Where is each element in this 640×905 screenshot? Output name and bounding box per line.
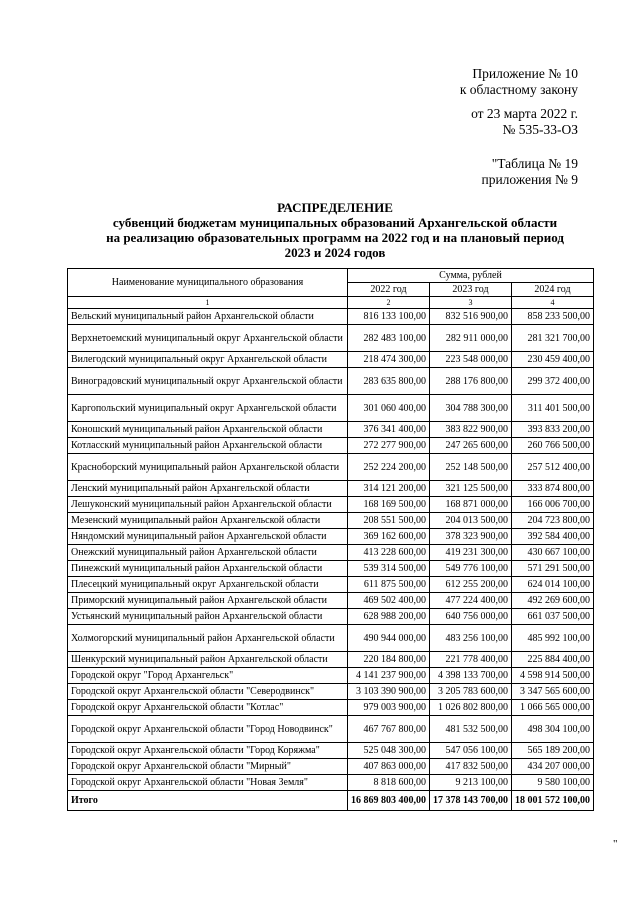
column-header-year: 2024 год bbox=[512, 283, 594, 297]
amount-2023: 221 778 400,00 bbox=[430, 652, 512, 668]
amount-2023: 223 548 000,00 bbox=[430, 352, 512, 368]
amount-2024: 1 066 565 000,00 bbox=[512, 700, 594, 716]
column-index: 3 bbox=[430, 297, 512, 309]
municipality-name: Городской округ Архангельской области "Город Коряжма" bbox=[68, 743, 348, 759]
amount-2023: 1 026 802 800,00 bbox=[430, 700, 512, 716]
amount-2024: 257 512 400,00 bbox=[512, 454, 594, 481]
table-row bbox=[68, 545, 594, 561]
appendix-number: Приложение № 10 bbox=[472, 66, 578, 81]
appendix-law: к областному закону bbox=[459, 82, 578, 97]
amount-2022: 282 483 100,00 bbox=[348, 325, 430, 352]
amount-2024: 4 598 914 500,00 bbox=[512, 668, 594, 684]
total-2022: 16 869 803 400,00 bbox=[348, 791, 430, 811]
amount-2024: 311 401 500,00 bbox=[512, 395, 594, 422]
amount-2023: 612 255 200,00 bbox=[430, 577, 512, 593]
total-2024: 18 001 572 100,00 bbox=[512, 791, 594, 811]
amount-2022: 369 162 600,00 bbox=[348, 529, 430, 545]
amount-2024: 858 233 500,00 bbox=[512, 309, 594, 325]
appendix-law-number: № 535-33-ОЗ bbox=[502, 122, 578, 137]
table-row bbox=[68, 325, 594, 352]
municipality-name: Городской округ Архангельской области "Новая Земля" bbox=[68, 775, 348, 791]
amount-2022: 525 048 300,00 bbox=[348, 743, 430, 759]
amount-2023: 247 265 600,00 bbox=[430, 438, 512, 454]
amount-2023: 304 788 300,00 bbox=[430, 395, 512, 422]
amount-2024: 498 304 100,00 bbox=[512, 716, 594, 743]
table-row bbox=[68, 593, 594, 609]
heading-line-2: субвенций бюджетам муниципальных образований Архангельской области bbox=[112, 215, 558, 230]
municipality-name: Верхнетоемский муниципальный округ Архангельской области bbox=[68, 325, 348, 352]
amount-2023: 252 148 500,00 bbox=[430, 454, 512, 481]
amount-2022: 979 003 900,00 bbox=[348, 700, 430, 716]
amount-2024: 393 833 200,00 bbox=[512, 422, 594, 438]
amount-2023: 321 125 500,00 bbox=[430, 481, 512, 497]
municipality-name: Городской округ Архангельской области "Мирный" bbox=[68, 759, 348, 775]
amount-2024: 260 766 500,00 bbox=[512, 438, 594, 454]
table-row bbox=[68, 668, 594, 684]
amount-2023: 9 213 100,00 bbox=[430, 775, 512, 791]
total-row bbox=[68, 791, 594, 811]
table-row bbox=[68, 395, 594, 422]
amount-2024: 571 291 500,00 bbox=[512, 561, 594, 577]
document-heading bbox=[60, 200, 610, 260]
total-label: Итого bbox=[68, 791, 348, 811]
municipality-name: Городской округ "Город Архангельск" bbox=[68, 668, 348, 684]
column-index: 1 bbox=[68, 297, 348, 309]
municipality-name: Городской округ Архангельской области "Северодвинск" bbox=[68, 684, 348, 700]
amount-2024: 166 006 700,00 bbox=[512, 497, 594, 513]
amount-2023: 383 822 900,00 bbox=[430, 422, 512, 438]
table-row bbox=[68, 775, 594, 791]
table-row bbox=[68, 577, 594, 593]
amount-2024: 624 014 100,00 bbox=[512, 577, 594, 593]
column-header-sum: Сумма, рублей bbox=[348, 269, 594, 283]
amount-2023: 547 056 100,00 bbox=[430, 743, 512, 759]
amount-2022: 314 121 200,00 bbox=[348, 481, 430, 497]
amount-2024: 9 580 100,00 bbox=[512, 775, 594, 791]
amount-2024: 485 992 100,00 bbox=[512, 625, 594, 652]
municipality-name: Городской округ Архангельской области "Котлас" bbox=[68, 700, 348, 716]
closing-quote: " bbox=[613, 838, 618, 850]
amount-2023: 282 911 000,00 bbox=[430, 325, 512, 352]
amount-2024: 434 207 000,00 bbox=[512, 759, 594, 775]
table-row bbox=[68, 743, 594, 759]
amount-2024: 3 347 565 600,00 bbox=[512, 684, 594, 700]
table-row bbox=[68, 497, 594, 513]
amount-2023: 419 231 300,00 bbox=[430, 545, 512, 561]
table-row bbox=[68, 625, 594, 652]
table-row bbox=[68, 684, 594, 700]
table-row bbox=[68, 759, 594, 775]
amount-2024: 661 037 500,00 bbox=[512, 609, 594, 625]
amount-2022: 218 474 300,00 bbox=[348, 352, 430, 368]
municipality-name: Вельский муниципальный район Архангельской области bbox=[68, 309, 348, 325]
municipality-name: Виноградовский муниципальный округ Архангельской области bbox=[68, 368, 348, 395]
amount-2022: 283 635 800,00 bbox=[348, 368, 430, 395]
amount-2024: 565 189 200,00 bbox=[512, 743, 594, 759]
heading-line-3: на реализацию образовательных программ на 2022 год и на плановый период bbox=[106, 230, 564, 245]
municipality-name: Котласский муниципальный район Архангельской области bbox=[68, 438, 348, 454]
municipality-name: Онежский муниципальный район Архангельской области bbox=[68, 545, 348, 561]
amount-2022: 469 502 400,00 bbox=[348, 593, 430, 609]
column-index: 4 bbox=[512, 297, 594, 309]
heading-title: РАСПРЕДЕЛЕНИЕ bbox=[277, 200, 393, 215]
table-row bbox=[68, 652, 594, 668]
municipality-name: Плесецкий муниципальный округ Архангельской области bbox=[68, 577, 348, 593]
amount-2023: 3 205 783 600,00 bbox=[430, 684, 512, 700]
amount-2024: 225 884 400,00 bbox=[512, 652, 594, 668]
table-row bbox=[68, 309, 594, 325]
table-row bbox=[68, 422, 594, 438]
amount-2023: 832 516 900,00 bbox=[430, 309, 512, 325]
amount-2022: 413 228 600,00 bbox=[348, 545, 430, 561]
amount-2022: 611 875 500,00 bbox=[348, 577, 430, 593]
amount-2024: 204 723 800,00 bbox=[512, 513, 594, 529]
amount-2022: 628 988 200,00 bbox=[348, 609, 430, 625]
amount-2022: 168 169 500,00 bbox=[348, 497, 430, 513]
amount-2023: 204 013 500,00 bbox=[430, 513, 512, 529]
municipality-name: Устьянский муниципальный район Архангельской области bbox=[68, 609, 348, 625]
municipality-name: Лешуконский муниципальный район Архангельской области bbox=[68, 497, 348, 513]
amount-2024: 492 269 600,00 bbox=[512, 593, 594, 609]
amount-2023: 4 398 133 700,00 bbox=[430, 668, 512, 684]
amount-2024: 333 874 800,00 bbox=[512, 481, 594, 497]
municipality-name: Пинежский муниципальный район Архангельской области bbox=[68, 561, 348, 577]
appendix-block bbox=[460, 66, 578, 188]
municipality-name: Холмогорский муниципальный район Архангельской области bbox=[68, 625, 348, 652]
table-row bbox=[68, 561, 594, 577]
amount-2023: 288 176 800,00 bbox=[430, 368, 512, 395]
amount-2022: 272 277 900,00 bbox=[348, 438, 430, 454]
municipality-name: Няндомский муниципальный район Архангельской области bbox=[68, 529, 348, 545]
table-appendix: приложения № 9 bbox=[481, 172, 578, 187]
table-row bbox=[68, 700, 594, 716]
amount-2022: 301 060 400,00 bbox=[348, 395, 430, 422]
table-row bbox=[68, 609, 594, 625]
heading-line-4: 2023 и 2024 годов bbox=[284, 245, 386, 260]
amount-2022: 376 341 400,00 bbox=[348, 422, 430, 438]
amount-2023: 640 756 000,00 bbox=[430, 609, 512, 625]
amount-2024: 281 321 700,00 bbox=[512, 325, 594, 352]
total-2023: 17 378 143 700,00 bbox=[430, 791, 512, 811]
distribution-table bbox=[67, 268, 594, 811]
table-row bbox=[68, 454, 594, 481]
amount-2024: 230 459 400,00 bbox=[512, 352, 594, 368]
municipality-name: Приморский муниципальный район Архангельской области bbox=[68, 593, 348, 609]
municipality-name: Шенкурский муниципальный район Архангельской области bbox=[68, 652, 348, 668]
municipality-name: Мезенский муниципальный район Архангельской области bbox=[68, 513, 348, 529]
amount-2023: 483 256 100,00 bbox=[430, 625, 512, 652]
table-row bbox=[68, 513, 594, 529]
amount-2022: 816 133 100,00 bbox=[348, 309, 430, 325]
municipality-name: Каргопольский муниципальный округ Архангельской области bbox=[68, 395, 348, 422]
table-number: "Таблица № 19 bbox=[491, 156, 578, 171]
column-header-year: 2023 год bbox=[430, 283, 512, 297]
amount-2022: 4 141 237 900,00 bbox=[348, 668, 430, 684]
amount-2022: 220 184 800,00 bbox=[348, 652, 430, 668]
appendix-date: от 23 марта 2022 г. bbox=[471, 106, 578, 121]
amount-2022: 490 944 000,00 bbox=[348, 625, 430, 652]
table-row bbox=[68, 716, 594, 743]
amount-2023: 477 224 400,00 bbox=[430, 593, 512, 609]
amount-2022: 252 224 200,00 bbox=[348, 454, 430, 481]
amount-2023: 168 871 000,00 bbox=[430, 497, 512, 513]
amount-2023: 378 323 900,00 bbox=[430, 529, 512, 545]
table-row bbox=[68, 529, 594, 545]
amount-2022: 539 314 500,00 bbox=[348, 561, 430, 577]
table-row bbox=[68, 481, 594, 497]
amount-2022: 208 551 500,00 bbox=[348, 513, 430, 529]
municipality-name: Вилегодский муниципальный округ Архангельской области bbox=[68, 352, 348, 368]
municipality-name: Коношский муниципальный район Архангельской области bbox=[68, 422, 348, 438]
amount-2023: 417 832 500,00 bbox=[430, 759, 512, 775]
amount-2022: 467 767 800,00 bbox=[348, 716, 430, 743]
amount-2022: 8 818 600,00 bbox=[348, 775, 430, 791]
municipality-name: Ленский муниципальный район Архангельской области bbox=[68, 481, 348, 497]
column-index: 2 bbox=[348, 297, 430, 309]
amount-2024: 299 372 400,00 bbox=[512, 368, 594, 395]
table-row bbox=[68, 368, 594, 395]
amount-2022: 3 103 390 900,00 bbox=[348, 684, 430, 700]
municipality-name: Городской округ Архангельской области "Город Новодвинск" bbox=[68, 716, 348, 743]
amount-2023: 481 532 500,00 bbox=[430, 716, 512, 743]
municipality-name: Красноборский муниципальный район Архангельской области bbox=[68, 454, 348, 481]
column-header-name: Наименование муниципального образования bbox=[68, 269, 348, 297]
amount-2024: 392 584 400,00 bbox=[512, 529, 594, 545]
column-header-year: 2022 год bbox=[348, 283, 430, 297]
table-row bbox=[68, 438, 594, 454]
amount-2024: 430 667 100,00 bbox=[512, 545, 594, 561]
table-row bbox=[68, 352, 594, 368]
amount-2022: 407 863 000,00 bbox=[348, 759, 430, 775]
amount-2023: 549 776 100,00 bbox=[430, 561, 512, 577]
